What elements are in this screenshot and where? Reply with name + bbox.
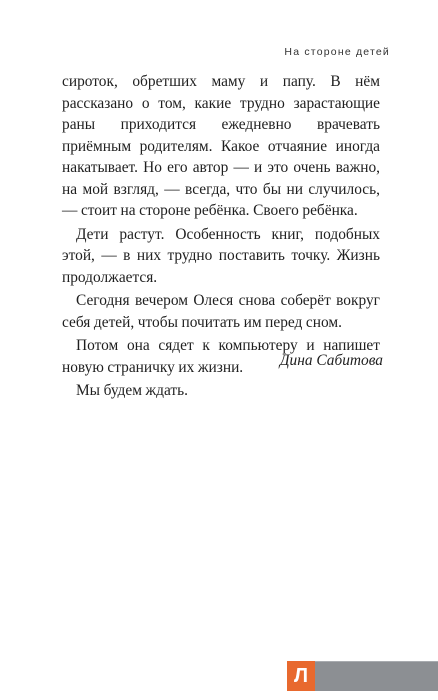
running-head-title: На стороне детей bbox=[284, 46, 390, 58]
publisher-logo-icon bbox=[287, 661, 315, 691]
publisher-footer-bar bbox=[315, 661, 438, 691]
author-signature: Дина Сабитова bbox=[279, 352, 383, 369]
paragraph-continuation: сироток, обретших маму и папу. В нём рассказано о том, какие трудно зарастающие раны приходится ежедневно врачевать приёмным родителям. Какое отчаяние иногда накатывает. Но его автор — и это очень важно, на мой взгляд, — всегда, что бы ни случилось, — стоит на стороне ребёнка. Своего ребёнка. bbox=[62, 73, 380, 219]
paragraph: Дети растут. Особенность книг, подобных этой, — в них трудно поставить точку. Жизнь продолжается. bbox=[62, 225, 380, 286]
paragraph: Мы будем ждать. bbox=[76, 382, 188, 399]
paragraph: Потом она сядет к компьютеру и напишет новую страничку их жизни. bbox=[62, 337, 380, 376]
publisher-logo-glyph: Л bbox=[293, 665, 309, 687]
paragraph: Сегодня вечером Олеся снова соберёт вокруг себя детей, чтобы почитать им перед сном. bbox=[62, 292, 380, 331]
